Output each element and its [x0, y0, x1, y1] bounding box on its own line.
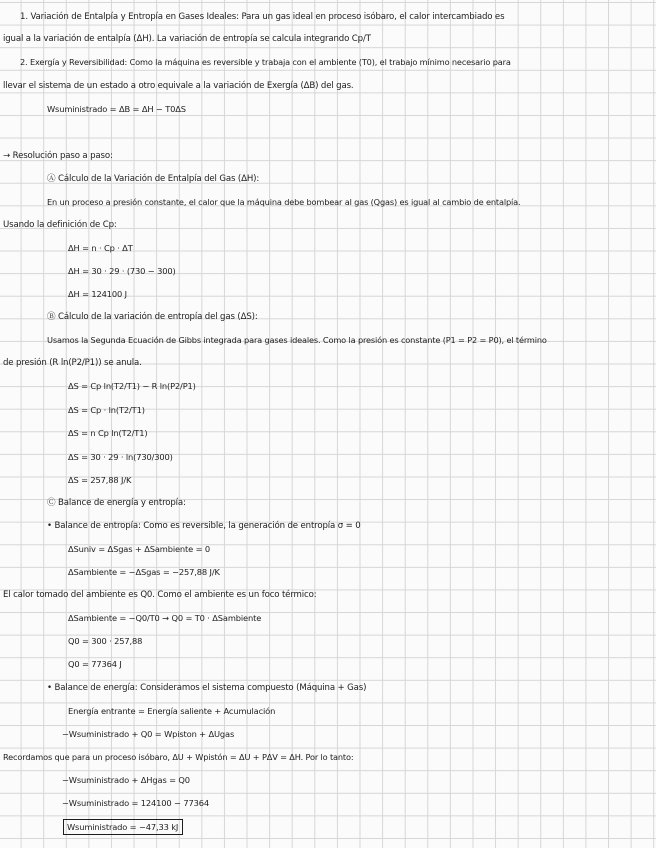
energy-balance-general: Energía entrante = Energía saliente + Acumulación: [68, 706, 276, 716]
ambient-heat-substitution: Q0 = 300 · 257,88: [68, 636, 143, 646]
energy-balance-specific: −Wsuministrado + Q0 = Wpiston + ΔUgas: [62, 729, 235, 739]
cp-definition-text: Usando la definición de Cp:: [3, 220, 117, 230]
enthalpy-result: ΔH = 124100 J: [68, 289, 127, 299]
entropy-molar: ΔS = n Cp ln(T2/T1): [68, 428, 148, 438]
entropy-gibbs-equation: ΔS = Cp ln(T2/T1) − R ln(P2/P1): [68, 381, 196, 391]
enthalpy-substitution: ΔH = 30 · 29 · (730 − 300): [68, 266, 176, 276]
section-a-heading: Ⓐ Cálculo de la Variación de Entalpía del Gas (ΔH):: [47, 174, 260, 184]
work-substitution: −Wsuministrado = 124100 − 77364: [62, 798, 209, 808]
ambient-heat-result: Q0 = 77364 J: [68, 659, 122, 669]
section-c-heading: Ⓒ Balance de energía y entropía:: [47, 498, 186, 508]
final-result-box: Wsuministrado = −47,33 kJ: [63, 819, 183, 835]
energy-balance-text: • Balance de energía: Consideramos el sistema compuesto (Máquina + Gas): [47, 683, 367, 693]
ambient-entropy-equation: ΔSambiente = −ΔSgas = −257,88 J/K: [68, 567, 220, 577]
entropy-substitution: ΔS = 30 · 29 · ln(730/300): [68, 452, 173, 462]
ambient-heat-relation: ΔSambiente = −Q0/T0 → Q0 = T0 · ΔSambiente: [68, 613, 262, 623]
work-enthalpy-equation: −Wsuministrado + ΔHgas = Q0: [62, 775, 190, 785]
isobaric-reminder-text: Recordamos que para un proceso isóbaro, ΔU + Wpistón = ΔU + PΔV = ΔH. Por lo tanto:: [3, 752, 354, 762]
exergy-line-1: 2. Exergía y Reversibilidad: Como la máquina es reversible y trabaja con el ambiente (T0), el trabajo mínimo necesario para: [20, 57, 511, 67]
entropy-simplified: ΔS = Cp · ln(T2/T1): [68, 405, 145, 415]
section-b-heading: Ⓑ Cálculo de la variación de entropía del gas (ΔS):: [47, 312, 258, 322]
pressure-term-text: de presión (R ln(P2/P1)) se anula.: [3, 358, 142, 368]
enthalpy-formula: ΔH = n · Cp · ΔT: [68, 243, 133, 253]
section-b-text: Usamos la Segunda Ecuación de Gibbs integrada para gases ideales. Como la presión es constante (P1 = P2 = P0), el término: [47, 335, 547, 345]
ambient-heat-text: El calor tomado del ambiente es Q0. Como el ambiente es un foco térmico:: [3, 590, 317, 600]
intro-line-1: 1. Variación de Entalpía y Entropía en Gases Ideales: Para un gas ideal en proceso isóbaro, el calor intercambiado es: [20, 12, 505, 22]
intro-line-2: igual a la variación de entalpía (ΔH). La variación de entropía se calcula integrando Cp/T: [3, 34, 371, 44]
exergy-line-2: llevar el sistema de un estado a otro equivale a la variación de Exergía (ΔB) del gas.: [3, 81, 354, 91]
resolution-heading: → Resolución paso a paso:: [3, 151, 113, 161]
universe-entropy-equation: ΔSuniv = ΔSgas + ΔSambiente = 0: [68, 544, 211, 554]
work-exergy-equation: Wsuministrado = ΔB = ΔH − T0ΔS: [47, 104, 186, 114]
section-a-text: En un proceso a presión constante, el calor que la máquina debe bombear al gas (Qgas) es igual al cambio de entalpía.: [47, 197, 521, 207]
entropy-balance-text: • Balance de entropía: Como es reversible, la generación de entropía σ = 0: [47, 521, 361, 531]
entropy-result: ΔS = 257,88 J/K: [68, 475, 132, 485]
